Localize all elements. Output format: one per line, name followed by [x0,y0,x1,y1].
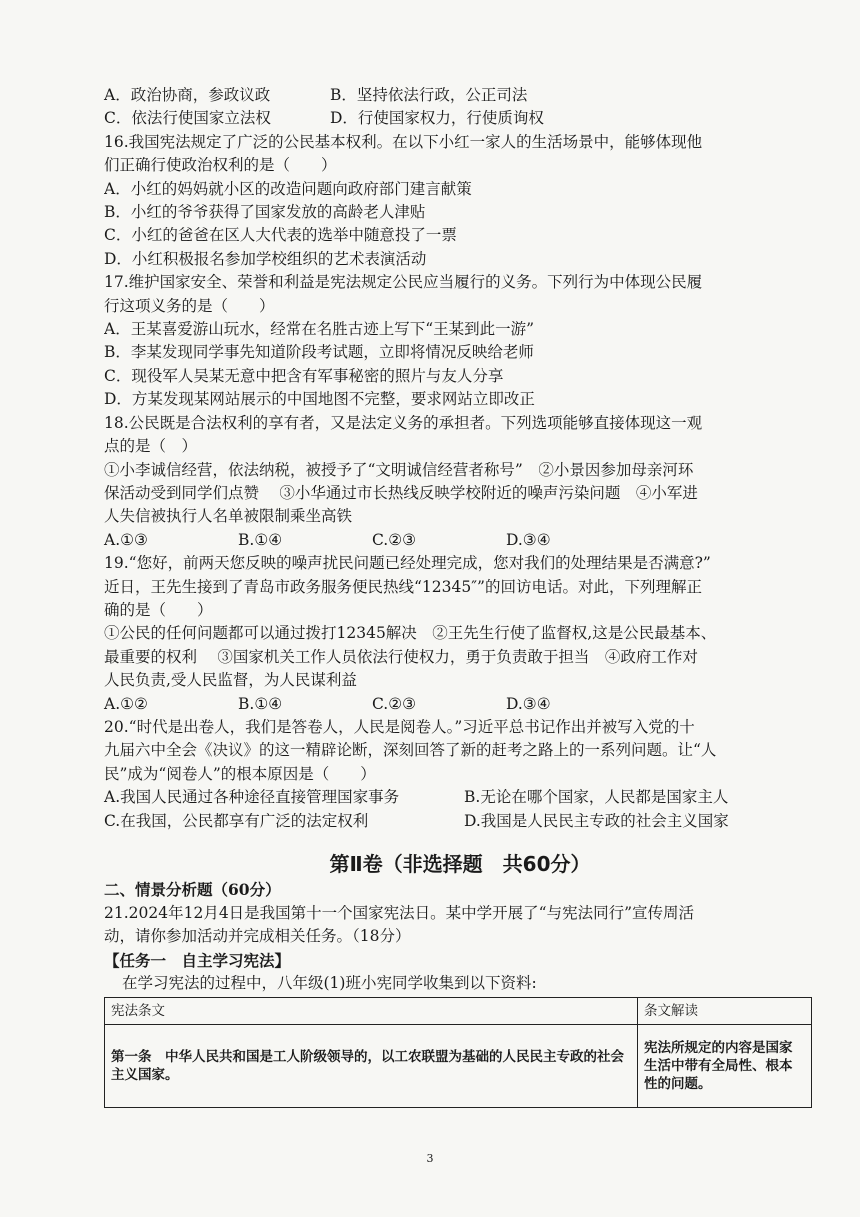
table-header-article: 宪法条文 [105,998,638,1025]
text-line: 人民负责,受人民监督，为人民谋利益 [104,671,357,690]
text-line: ①小李诚信经营，依法纳税，被授予了“文明诚信经营者称号” ②小景因参加母亲河环 [104,460,694,479]
text-line: B．李某发现同学事先知道阶段考试题，立即将情况反映给老师 [104,343,534,362]
option-row [104,84,816,107]
text-line: D．小红积极报名参加学校组织的艺术表演活动 [104,249,427,268]
option-b: B．坚持依法行政，公正司法 [330,86,528,104]
option-c: C.②③ [372,694,417,713]
text-line: C．现役军人吴某无意中把含有军事秘密的照片与友人分享 [104,366,504,385]
option-b: D.我国是人民民主专政的社会主义国家 [464,811,729,830]
option-row [104,810,816,833]
section-title: 第Ⅱ卷（非选择题 共60分） [329,852,591,876]
option-a: A.①③ [104,530,148,549]
text-line: 19.“您好，前两天您反映的噪声扰民问题已经处理完成，您对我们的处理结果是否满意?” [104,554,711,573]
option-d: D.③④ [506,694,551,713]
question-lines [104,84,816,833]
option-row [104,786,816,809]
text-line: 16.我国宪法规定了广泛的公民基本权利。在以下小红一家人的生活场景中，能够体现他 [104,132,703,151]
text-line: 确的是（ ） [104,600,213,619]
table-header-row [105,998,812,1025]
option-row [104,693,816,716]
text-line: 20.“时代是出卷人，我们是答卷人，人民是阅卷人。”习近平总书记作出并被写入党的十 [104,717,695,736]
table-header-interpretation: 条文解读 [638,998,812,1025]
text-line: 近日，王先生接到了青岛市政务服务便民热线“12345″”的回访电话。对此，下列理解正 [104,577,702,596]
question-21-line-1: 21.2024年12月4日是我国第十一个国家宪法日。某中学开展了“与宪法同行”宣传周活 [104,903,695,922]
option-c: C.②③ [372,530,417,549]
text-line: 最重要的权利 ③国家机关工作人员依法行使权力，勇于负责敢于担当 ④政府工作对 [104,647,698,666]
option-a: C．依法行使国家立法权 [104,109,271,128]
text-line: B．小红的爷爷获得了国家发放的高龄老人津贴 [104,203,426,222]
text-line: 18.公民既是合法权利的享有者，又是法定义务的承担者。下列选项能够直接体现这一观 [104,413,703,432]
option-a: C.在我国，公民都享有广泛的法定权利 [104,811,369,830]
text-line: 17.维护国家安全、荣誉和利益是宪法规定公民应当履行的义务。下列行为中体现公民履 [104,273,703,292]
option-row [104,107,816,130]
option-b: B.无论在哪个国家，人民都是国家主人 [464,788,729,807]
option-d: D.③④ [506,530,551,549]
option-b: D．行使国家权力，行使质询权 [330,109,544,128]
page-number: 3 [426,1152,434,1165]
section-heading: 二、情景分析题（60分） [104,880,281,900]
question-21-line-2: 动，请你参加活动并完成相关任务。（18分） [104,927,411,946]
text-line: 民”成为“阅卷人”的根本原因是（ ） [104,764,376,783]
task-intro: 在学习宪法的过程中，八年级(1)班小宪同学收集到以下资料: [122,974,537,993]
text-line: 点的是（ ） [104,437,198,456]
text-line: 九届六中全会《决议》的这一精辟论断，深刻回答了新的赶考之路上的一系列问题。让“人 [104,741,717,760]
exam-content [104,84,816,1108]
option-b: B.①④ [238,530,283,549]
option-row [104,529,816,552]
text-line: ①公民的任何问题都可以通过拨打12345解决 ②王先生行使了监督权,这是公民最基本、 [104,624,717,643]
table-row [105,1025,812,1108]
text-line: D．方某发现某网站展示的中国地图不完整，要求网站立即改正 [104,390,535,409]
constitution-table [104,997,812,1108]
text-line: A．王某喜爱游山玩水，经常在名胜古迹上写下“王某到此一游” [104,320,535,339]
option-b: B.①④ [238,694,283,713]
table-cell-article: 第一条 中华人民共和国是工人阶级领导的，以工农联盟为基础的人民民主专政的社会主义国家。 [105,1025,638,1108]
table-cell-interpretation: 宪法所规定的内容是国家生活中带有全局性、根本性的问题。 [638,1025,812,1108]
text-line: C．小红的爸爸在区人大代表的选举中随意投了一票 [104,226,457,245]
option-a: A．政治协商，参政议政 [104,86,271,104]
text-line: 们正确行使政治权利的是（ ） [104,156,337,175]
text-line: A．小红的妈妈就小区的改造问题向政府部门建言献策 [104,179,472,198]
text-line: 行这项义务的是（ ） [104,296,275,315]
option-a: A.①② [104,694,148,713]
text-line: 人失信被执行人名单被限制乘坐高铁 [104,507,353,526]
task-one-heading: 【任务一 自主学习宪法】 [104,950,291,970]
option-a: A.我国人民通过各种途径直接管理国家事务 [104,788,400,807]
text-line: 保活动受到同学们点赞 ③小华通过市长热线反映学校附近的噪声污染问题 ④小军进 [104,483,698,502]
